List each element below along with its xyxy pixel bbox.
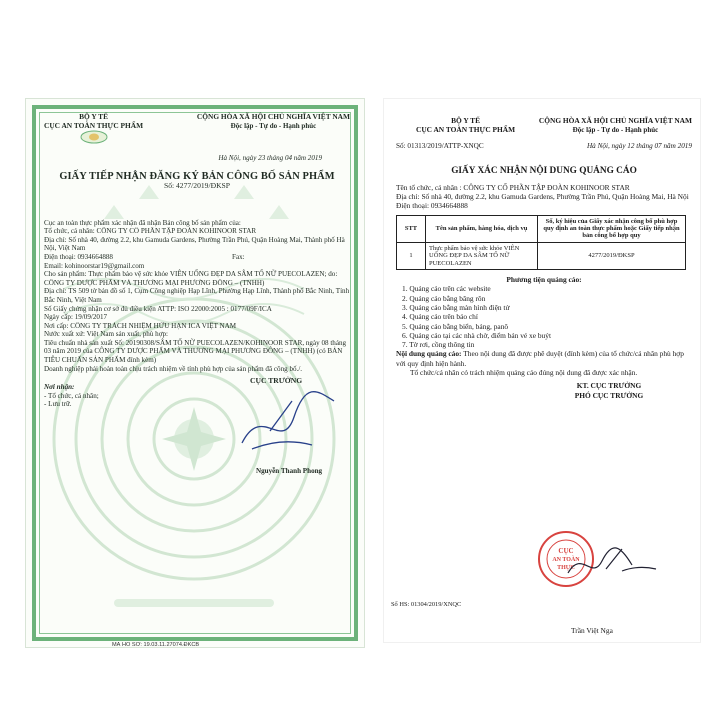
- certificate-header: [44, 113, 350, 147]
- motto-label: Độc lập - Tự do - Hạnh phúc: [230, 121, 317, 130]
- phone-line: Điện thoại: 0934664888: [44, 252, 113, 261]
- recipients-heading: Nơi nhận:: [44, 383, 75, 392]
- advertising-number: Số: 01313/2019/ATTP-XNQC: [396, 142, 484, 151]
- certificate-title: GIẤY TIẾP NHẬN ĐĂNG KÝ BẢN CÔNG BỐ SẢN PHẨM: [59, 171, 335, 183]
- media-heading: Phương tiện quảng cáo:: [506, 275, 582, 285]
- advertising-footer-code: Số HS: 01304/2019/XNQC: [391, 601, 462, 608]
- list-item: 7. Tờ rơi, cồng thông tin: [402, 340, 475, 350]
- advertising-content: [396, 117, 692, 400]
- manufacturer-line: CÔNG TY DƯỢC PHẨM VÀ THƯƠNG MẠI PHƯƠNG ĐÔNG – (TNHH): [44, 278, 265, 287]
- content-paragraph: [396, 349, 692, 368]
- registration-certificate: [25, 98, 365, 648]
- motto-label: Độc lập - Tự do - Hạnh phúc: [572, 125, 659, 134]
- content-label: Nội dung quảng cáo:: [396, 349, 462, 359]
- advertising-header: [396, 117, 692, 134]
- body-line: Nước xuất xứ: Việt Nam sản xuất, phù hợp:: [44, 330, 168, 339]
- body-line: Cục an toàn thực phẩm xác nhận đã nhận Bản công bố sản phẩm của:: [44, 218, 241, 227]
- body-line: Tổ chức, cá nhân: CÔNG TY CỔ PHẦN TẬP ĐOÀN KOHINOOR STAR: [44, 227, 257, 236]
- list-item: 6. Quảng cáo tại các nhà chờ, điểm bán vé xe buýt: [402, 330, 551, 340]
- advertising-title: GIẤY XÁC NHẬN NỘI DUNG QUẢNG CÁO: [451, 166, 637, 177]
- stamp-text: AN TOÀN: [552, 557, 580, 563]
- food-safety-logo-icon: [79, 130, 109, 144]
- table-header-row: [397, 215, 686, 242]
- contact-row: [44, 253, 350, 262]
- advertising-confirmation: [383, 98, 701, 643]
- certificate-body: [44, 219, 350, 374]
- agency-label: CỤC AN TOÀN THỰC PHẨM: [44, 120, 144, 130]
- list-item: 1. Quảng cáo trên các website: [402, 284, 491, 294]
- body-line: Ngày cấp: 19/09/2017: [44, 313, 108, 322]
- certificate-footer-code: MÃ HỒ SƠ: 19.03.11.27074.ĐKCB: [112, 642, 200, 648]
- signer-name: Nguyễn Thanh Phong: [256, 467, 323, 476]
- column-header: Số, ký hiệu của Giấy xác nhận công bố phù hợp quy định an toàn thực phẩm hoặc Giấy tiếp nhận bản công bố hợp quy: [538, 215, 686, 242]
- signer-name: Trần Việt Nga: [571, 626, 613, 635]
- advertising-date: Hà Nội, ngày 12 tháng 07 năm 2019: [586, 142, 692, 151]
- list-item: 4. Quảng cáo trên báo chí: [402, 312, 478, 322]
- column-header: Tên sản phẩm, hàng hóa, dịch vụ: [426, 215, 538, 242]
- kt-title: KT. CỤC TRƯỞNG: [576, 381, 642, 391]
- email-line: Email: kohinoorstar19@gmail.com: [44, 261, 145, 270]
- table-row: [397, 242, 686, 269]
- fax-line: Fax:: [232, 252, 245, 261]
- list-item: 5. Quảng cáo bằng biển, bảng, panô: [402, 321, 509, 331]
- body-line: Doanh nghiệp phải hoàn toàn chịu trách nhiệm về tính phù hợp của sản phẩm đã công bố./.: [44, 364, 303, 373]
- recipient-item: - Lưu trữ.: [44, 400, 72, 409]
- recipient-item: - Tổ chức, cá nhân;: [44, 391, 99, 400]
- body-line: Số Giấy chứng nhận cơ sở đủ điều kiện ATTP: ISO 22000:2005 : 0177/09F/ICA: [44, 304, 272, 313]
- deputy-title: PHÓ CỤC TRƯỞNG: [574, 390, 644, 400]
- table-cell: Thực phẩm bảo vệ sức khỏe VIÊN UỐNG ĐẸP DA SÂM TỐ NỮ PUECOLAZEN: [426, 242, 538, 269]
- advertising-meta: [396, 142, 692, 151]
- certificate-number: Số: 4277/2019/ĐKSP: [163, 180, 231, 190]
- body-line: Địa chỉ: Số nhà 40, đường 2.2, khu Gamuda Gardens, Phường Trần Phú, Quận Hoàng Mai, Thành phố Hà Nội, Việt Nam: [44, 235, 345, 253]
- body-line: Cho sản phẩm: Thực phẩm bảo vệ sức khỏe VIÊN UỐNG ĐẸP DA SÂM TỐ NỮ PUECOLAZEN; do:: [44, 270, 338, 279]
- column-header: STT: [397, 215, 426, 242]
- product-table: [396, 215, 686, 270]
- certificate-date: Hà Nội, ngày 23 tháng 04 năm 2019: [218, 153, 322, 162]
- ministry-label: BỘ Y TẾ: [79, 112, 108, 121]
- content-text: Theo nội dung đã được phê duyệt (đính kèm) của tổ chức/cá nhân phù hợp với quy định hiện hành.: [396, 349, 684, 368]
- advertising-body: [396, 183, 692, 400]
- phone-line: Điện thoại: 0934664888: [396, 201, 468, 211]
- country-label: CỘNG HÒA XÃ HỘI CHỦ NGHĨA VIỆT NAM: [196, 112, 350, 121]
- certificate-content: [44, 113, 350, 495]
- certificate-signature-area: [44, 377, 350, 495]
- handwritten-signature-icon: [562, 539, 662, 589]
- stamp-text: CỤC: [558, 547, 574, 555]
- agency-label: CỤC AN TOÀN THỰC PHẨM: [416, 124, 516, 134]
- responsibility-line: Tổ chức/cá nhân có trách nhiệm quảng cáo đúng nội dung đã được xác nhận.: [410, 368, 638, 378]
- body-line: Nơi cấp: CÔNG TY TRÁCH NHIỆM HỮU HẠN ICA VIỆT NAM: [44, 321, 237, 330]
- stamp-text: THỰC: [557, 565, 575, 571]
- country-label: CỘNG HÒA XÃ HỘI CHỦ NGHĨA VIỆT NAM: [538, 116, 692, 125]
- list-item: 3. Quảng cáo bằng màn hình điện tử: [402, 303, 510, 312]
- table-cell: 4277/2019/ĐKSP: [538, 242, 686, 269]
- body-line: Địa chỉ: TS 509 tờ bản đồ số 1, Cụm Công nghiệp Hạp Lĩnh, Phường Hạp Lĩnh, Thành phố Bắc Ninh, Tỉnh Bắc Ninh, Việt Nam: [44, 287, 350, 304]
- recipients-block: [44, 383, 99, 409]
- signer-title: CỤC TRƯỞNG: [250, 376, 303, 386]
- org-line: Tên tổ chức, cá nhân : CÔNG TY CỔ PHẦN TẬP ĐOÀN KOHINOOR STAR: [396, 182, 630, 192]
- body-line: Tiêu chuẩn nhà sản xuất Số: 20190308/SÂM TỐ NỮ PUECOLAZEN/KOHINOOR STAR, ngày 08 tháng 03 năm 2019 của CÔNG TY DƯỢC PHẨM VÀ THƯƠNG MẠI PHƯƠNG ĐÔNG – (TNHH) (có BẢN TIÊU CHUẨN SẢN PHẨM đính kèm): [44, 338, 347, 365]
- ministry-label: BỘ Y TẾ: [451, 116, 480, 125]
- media-list: [396, 284, 692, 349]
- table-cell: 1: [397, 242, 426, 269]
- list-item: 2. Quảng cáo bằng băng rôn: [402, 293, 486, 303]
- address-line: Địa chỉ: Số nhà 40, đường 2.2, khu Gamuda Gardens, Phường Trần Phú, Quận Hoàng Mai, Hà Nội: [396, 192, 689, 202]
- handwritten-signature-icon: [222, 383, 342, 467]
